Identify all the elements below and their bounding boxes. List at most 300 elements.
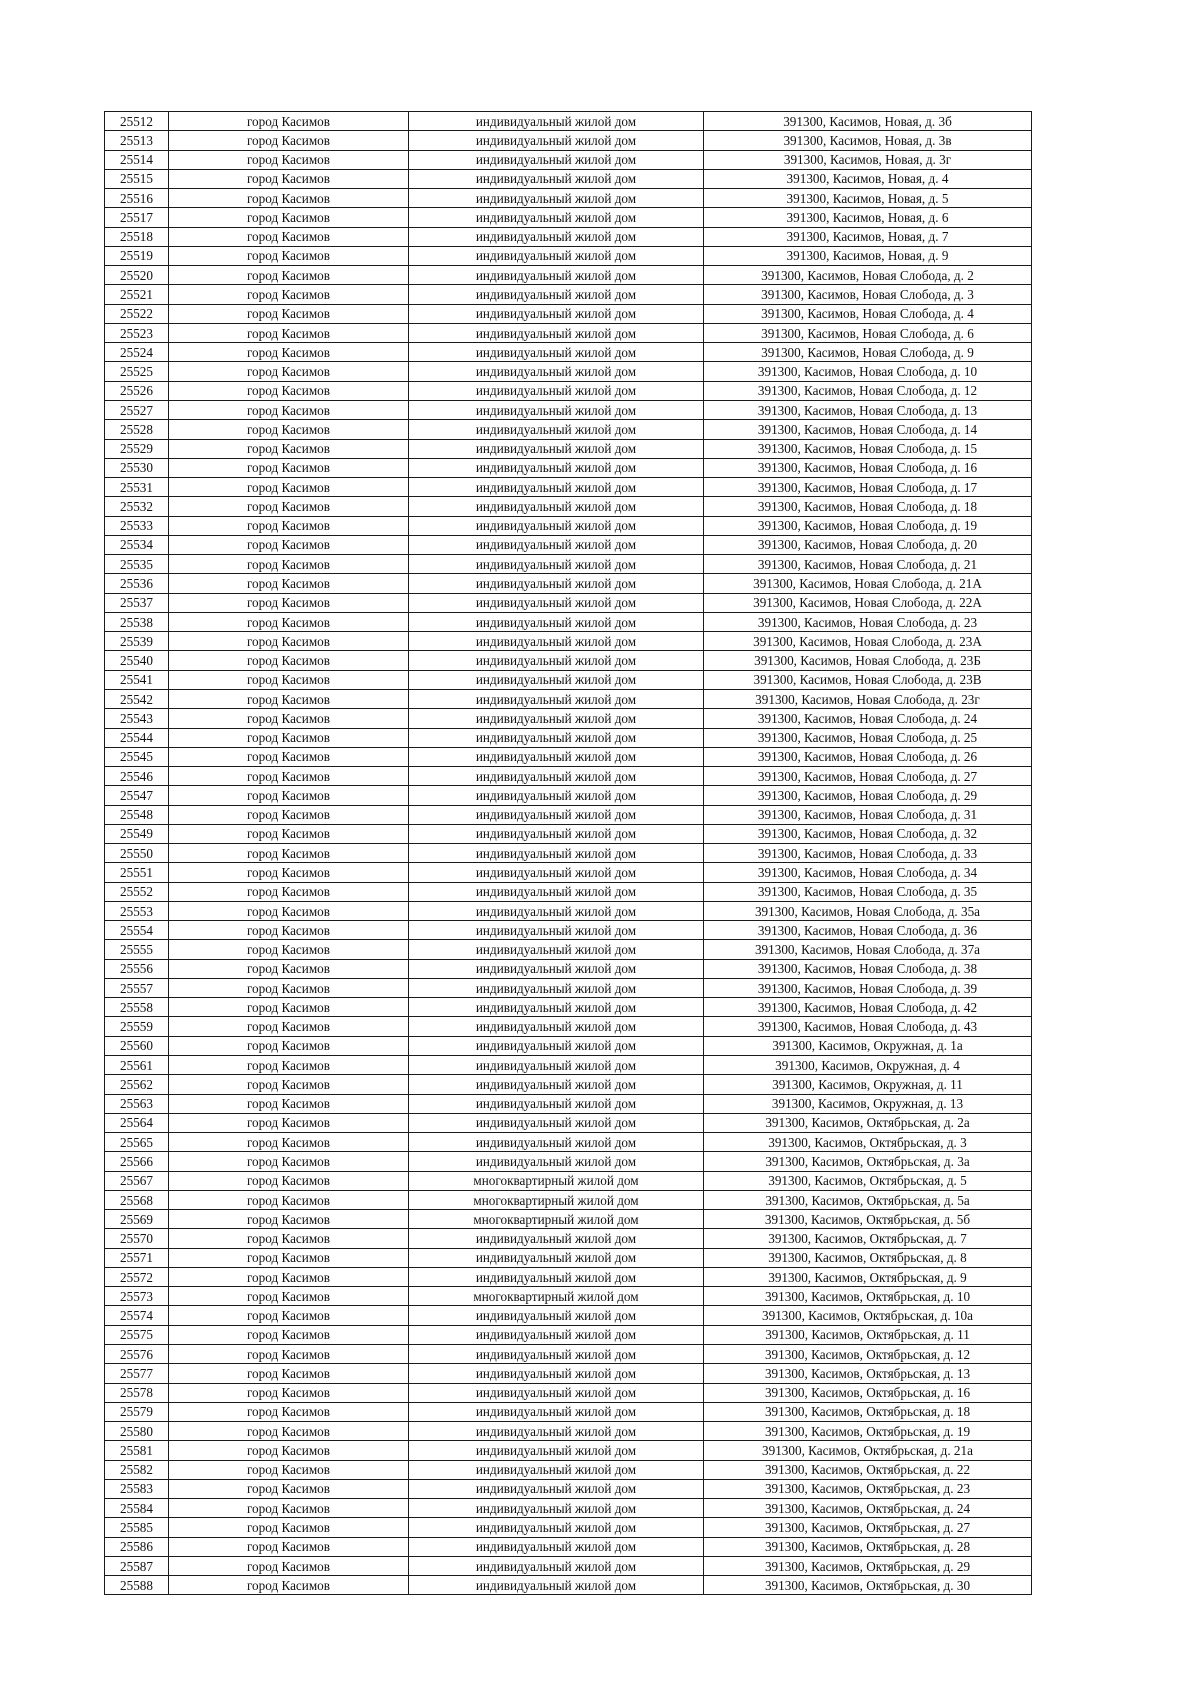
- city-cell: город Касимов: [169, 304, 409, 323]
- address-cell: 391300, Касимов, Новая, д. 9: [704, 246, 1032, 265]
- city-cell: город Касимов: [169, 246, 409, 265]
- building-type-cell: индивидуальный жилой дом: [409, 1248, 704, 1267]
- table-row: [105, 1576, 1032, 1595]
- city-cell: город Касимов: [169, 227, 409, 246]
- table-row: [105, 112, 1032, 131]
- table-row: [105, 150, 1032, 169]
- city-cell: город Касимов: [169, 805, 409, 824]
- table-row: [105, 555, 1032, 574]
- row-number-cell: 25552: [105, 882, 169, 901]
- table-row: [105, 593, 1032, 612]
- row-number-cell: 25531: [105, 478, 169, 497]
- row-number-cell: 25530: [105, 458, 169, 477]
- row-number-cell: 25536: [105, 574, 169, 593]
- row-number-cell: 25584: [105, 1499, 169, 1518]
- table-row: [105, 786, 1032, 805]
- row-number-cell: 25512: [105, 112, 169, 131]
- address-cell: 391300, Касимов, Октябрьская, д. 3а: [704, 1152, 1032, 1171]
- building-type-cell: многоквартирный жилой дом: [409, 1190, 704, 1209]
- row-number-cell: 25547: [105, 786, 169, 805]
- city-cell: город Касимов: [169, 400, 409, 419]
- city-cell: город Касимов: [169, 1306, 409, 1325]
- address-cell: 391300, Касимов, Новая Слобода, д. 10: [704, 362, 1032, 381]
- address-cell: 391300, Касимов, Новая, д. 6: [704, 208, 1032, 227]
- building-type-cell: индивидуальный жилой дом: [409, 921, 704, 940]
- city-cell: город Касимов: [169, 1441, 409, 1460]
- city-cell: город Касимов: [169, 1537, 409, 1556]
- row-number-cell: 25564: [105, 1113, 169, 1132]
- row-number-cell: 25545: [105, 747, 169, 766]
- table-row: [105, 169, 1032, 188]
- building-type-cell: индивидуальный жилой дом: [409, 844, 704, 863]
- table-row: [105, 1518, 1032, 1537]
- city-cell: город Касимов: [169, 1325, 409, 1344]
- address-cell: 391300, Касимов, Новая Слобода, д. 36: [704, 921, 1032, 940]
- city-cell: город Касимов: [169, 1556, 409, 1575]
- city-cell: город Касимов: [169, 1171, 409, 1190]
- city-cell: город Касимов: [169, 497, 409, 516]
- city-cell: город Касимов: [169, 998, 409, 1017]
- row-number-cell: 25520: [105, 266, 169, 285]
- address-cell: 391300, Касимов, Октябрьская, д. 13: [704, 1364, 1032, 1383]
- building-type-cell: индивидуальный жилой дом: [409, 246, 704, 265]
- building-type-cell: индивидуальный жилой дом: [409, 227, 704, 246]
- table-row: [105, 1345, 1032, 1364]
- table-row: [105, 709, 1032, 728]
- city-cell: город Касимов: [169, 1017, 409, 1036]
- row-number-cell: 25571: [105, 1248, 169, 1267]
- building-type-cell: индивидуальный жилой дом: [409, 1267, 704, 1286]
- table-row: [105, 1383, 1032, 1402]
- table-row: [105, 728, 1032, 747]
- row-number-cell: 25534: [105, 535, 169, 554]
- row-number-cell: 25582: [105, 1460, 169, 1479]
- row-number-cell: 25551: [105, 863, 169, 882]
- city-cell: город Касимов: [169, 516, 409, 535]
- building-type-cell: индивидуальный жилой дом: [409, 131, 704, 150]
- table-row: [105, 1364, 1032, 1383]
- city-cell: город Касимов: [169, 670, 409, 689]
- city-cell: город Касимов: [169, 1499, 409, 1518]
- address-cell: 391300, Касимов, Новая Слобода, д. 38: [704, 959, 1032, 978]
- city-cell: город Касимов: [169, 1075, 409, 1094]
- building-type-cell: индивидуальный жилой дом: [409, 593, 704, 612]
- building-type-cell: индивидуальный жилой дом: [409, 998, 704, 1017]
- table-row: [105, 940, 1032, 959]
- row-number-cell: 25566: [105, 1152, 169, 1171]
- housing-register-table: [104, 111, 1032, 1595]
- address-cell: 391300, Касимов, Новая Слобода, д. 24: [704, 709, 1032, 728]
- table-row: [105, 381, 1032, 400]
- row-number-cell: 25532: [105, 497, 169, 516]
- table-row: [105, 1036, 1032, 1055]
- building-type-cell: индивидуальный жилой дом: [409, 1460, 704, 1479]
- building-type-cell: индивидуальный жилой дом: [409, 208, 704, 227]
- building-type-cell: индивидуальный жилой дом: [409, 1441, 704, 1460]
- address-cell: 391300, Касимов, Новая Слобода, д. 13: [704, 400, 1032, 419]
- building-type-cell: индивидуальный жилой дом: [409, 863, 704, 882]
- table-row: [105, 535, 1032, 554]
- city-cell: город Касимов: [169, 1094, 409, 1113]
- table-row: [105, 1402, 1032, 1421]
- table-row: [105, 1017, 1032, 1036]
- table-row: [105, 304, 1032, 323]
- building-type-cell: индивидуальный жилой дом: [409, 1017, 704, 1036]
- building-type-cell: индивидуальный жилой дом: [409, 189, 704, 208]
- city-cell: город Касимов: [169, 1364, 409, 1383]
- city-cell: город Касимов: [169, 824, 409, 843]
- address-cell: 391300, Касимов, Новая Слобода, д. 25: [704, 728, 1032, 747]
- address-cell: 391300, Касимов, Новая Слобода, д. 23Б: [704, 651, 1032, 670]
- table-row: [105, 420, 1032, 439]
- building-type-cell: индивидуальный жилой дом: [409, 285, 704, 304]
- address-cell: 391300, Касимов, Новая Слобода, д. 27: [704, 767, 1032, 786]
- address-cell: 391300, Касимов, Октябрьская, д. 23: [704, 1479, 1032, 1498]
- city-cell: город Касимов: [169, 343, 409, 362]
- building-type-cell: индивидуальный жилой дом: [409, 1094, 704, 1113]
- table-row: [105, 1422, 1032, 1441]
- building-type-cell: индивидуальный жилой дом: [409, 362, 704, 381]
- row-number-cell: 25548: [105, 805, 169, 824]
- building-type-cell: индивидуальный жилой дом: [409, 1056, 704, 1075]
- address-cell: 391300, Касимов, Новая Слобода, д. 31: [704, 805, 1032, 824]
- building-type-cell: индивидуальный жилой дом: [409, 1383, 704, 1402]
- city-cell: город Касимов: [169, 1402, 409, 1421]
- table-row: [105, 747, 1032, 766]
- row-number-cell: 25576: [105, 1345, 169, 1364]
- row-number-cell: 25518: [105, 227, 169, 246]
- building-type-cell: индивидуальный жилой дом: [409, 1518, 704, 1537]
- building-type-cell: индивидуальный жилой дом: [409, 112, 704, 131]
- address-cell: 391300, Касимов, Новая Слобода, д. 9: [704, 343, 1032, 362]
- row-number-cell: 25523: [105, 323, 169, 342]
- address-cell: 391300, Касимов, Новая Слобода, д. 39: [704, 978, 1032, 997]
- building-type-cell: индивидуальный жилой дом: [409, 1113, 704, 1132]
- address-cell: 391300, Касимов, Октябрьская, д. 28: [704, 1537, 1032, 1556]
- city-cell: город Касимов: [169, 1248, 409, 1267]
- address-cell: 391300, Касимов, Новая Слобода, д. 19: [704, 516, 1032, 535]
- building-type-cell: индивидуальный жилой дом: [409, 497, 704, 516]
- row-number-cell: 25567: [105, 1171, 169, 1190]
- building-type-cell: индивидуальный жилой дом: [409, 439, 704, 458]
- address-cell: 391300, Касимов, Новая, д. 4: [704, 169, 1032, 188]
- city-cell: город Касимов: [169, 189, 409, 208]
- building-type-cell: индивидуальный жилой дом: [409, 709, 704, 728]
- city-cell: город Касимов: [169, 112, 409, 131]
- building-type-cell: индивидуальный жилой дом: [409, 978, 704, 997]
- building-type-cell: индивидуальный жилой дом: [409, 632, 704, 651]
- table-row: [105, 208, 1032, 227]
- city-cell: город Касимов: [169, 632, 409, 651]
- address-cell: 391300, Касимов, Новая Слобода, д. 21А: [704, 574, 1032, 593]
- row-number-cell: 25565: [105, 1133, 169, 1152]
- city-cell: город Касимов: [169, 439, 409, 458]
- city-cell: город Касимов: [169, 285, 409, 304]
- table-row: [105, 1190, 1032, 1209]
- table-row: [105, 497, 1032, 516]
- building-type-cell: индивидуальный жилой дом: [409, 150, 704, 169]
- table-row: [105, 651, 1032, 670]
- building-type-cell: индивидуальный жилой дом: [409, 1402, 704, 1421]
- table-row: [105, 1075, 1032, 1094]
- address-cell: 391300, Касимов, Окружная, д. 1а: [704, 1036, 1032, 1055]
- address-cell: 391300, Касимов, Новая Слобода, д. 29: [704, 786, 1032, 805]
- address-cell: 391300, Касимов, Новая Слобода, д. 20: [704, 535, 1032, 554]
- city-cell: город Касимов: [169, 728, 409, 747]
- table-row: [105, 400, 1032, 419]
- table-row: [105, 1441, 1032, 1460]
- address-cell: 391300, Касимов, Новая Слобода, д. 35а: [704, 901, 1032, 920]
- building-type-cell: индивидуальный жилой дом: [409, 670, 704, 689]
- address-cell: 391300, Касимов, Октябрьская, д. 9: [704, 1267, 1032, 1286]
- city-cell: город Касимов: [169, 689, 409, 708]
- building-type-cell: индивидуальный жилой дом: [409, 767, 704, 786]
- building-type-cell: индивидуальный жилой дом: [409, 1422, 704, 1441]
- building-type-cell: многоквартирный жилой дом: [409, 1210, 704, 1229]
- row-number-cell: 25529: [105, 439, 169, 458]
- city-cell: город Касимов: [169, 420, 409, 439]
- city-cell: город Касимов: [169, 1267, 409, 1286]
- address-cell: 391300, Касимов, Новая, д. 3в: [704, 131, 1032, 150]
- city-cell: город Касимов: [169, 1383, 409, 1402]
- address-cell: 391300, Касимов, Окружная, д. 11: [704, 1075, 1032, 1094]
- building-type-cell: индивидуальный жилой дом: [409, 574, 704, 593]
- row-number-cell: 25513: [105, 131, 169, 150]
- city-cell: город Касимов: [169, 1479, 409, 1498]
- table-row: [105, 439, 1032, 458]
- address-cell: 391300, Касимов, Октябрьская, д. 24: [704, 1499, 1032, 1518]
- city-cell: город Касимов: [169, 786, 409, 805]
- row-number-cell: 25515: [105, 169, 169, 188]
- address-cell: 391300, Касимов, Октябрьская, д. 22: [704, 1460, 1032, 1479]
- table-row: [105, 844, 1032, 863]
- table-row: [105, 901, 1032, 920]
- table-row: [105, 1133, 1032, 1152]
- row-number-cell: 25580: [105, 1422, 169, 1441]
- building-type-cell: индивидуальный жилой дом: [409, 786, 704, 805]
- address-cell: 391300, Касимов, Новая Слобода, д. 42: [704, 998, 1032, 1017]
- row-number-cell: 25533: [105, 516, 169, 535]
- row-number-cell: 25562: [105, 1075, 169, 1094]
- building-type-cell: индивидуальный жилой дом: [409, 266, 704, 285]
- address-cell: 391300, Касимов, Новая Слобода, д. 23А: [704, 632, 1032, 651]
- building-type-cell: индивидуальный жилой дом: [409, 400, 704, 419]
- address-cell: 391300, Касимов, Октябрьская, д. 5б: [704, 1210, 1032, 1229]
- building-type-cell: индивидуальный жилой дом: [409, 555, 704, 574]
- table-row: [105, 1325, 1032, 1344]
- address-cell: 391300, Касимов, Новая Слобода, д. 18: [704, 497, 1032, 516]
- address-cell: 391300, Касимов, Новая Слобода, д. 12: [704, 381, 1032, 400]
- city-cell: город Касимов: [169, 1576, 409, 1595]
- city-cell: город Касимов: [169, 478, 409, 497]
- address-cell: 391300, Касимов, Октябрьская, д. 19: [704, 1422, 1032, 1441]
- row-number-cell: 25517: [105, 208, 169, 227]
- city-cell: город Касимов: [169, 1345, 409, 1364]
- table-row: [105, 1094, 1032, 1113]
- table-row: [105, 689, 1032, 708]
- row-number-cell: 25528: [105, 420, 169, 439]
- row-number-cell: 25524: [105, 343, 169, 362]
- city-cell: город Касимов: [169, 747, 409, 766]
- address-cell: 391300, Касимов, Новая Слобода, д. 37а: [704, 940, 1032, 959]
- city-cell: город Касимов: [169, 1036, 409, 1055]
- building-type-cell: многоквартирный жилой дом: [409, 1287, 704, 1306]
- row-number-cell: 25539: [105, 632, 169, 651]
- row-number-cell: 25570: [105, 1229, 169, 1248]
- building-type-cell: индивидуальный жилой дом: [409, 343, 704, 362]
- city-cell: город Касимов: [169, 844, 409, 863]
- address-cell: 391300, Касимов, Октябрьская, д. 11: [704, 1325, 1032, 1344]
- row-number-cell: 25563: [105, 1094, 169, 1113]
- row-number-cell: 25572: [105, 1267, 169, 1286]
- address-cell: 391300, Касимов, Новая Слобода, д. 23г: [704, 689, 1032, 708]
- city-cell: город Касимов: [169, 131, 409, 150]
- building-type-cell: индивидуальный жилой дом: [409, 1479, 704, 1498]
- table-row: [105, 1210, 1032, 1229]
- building-type-cell: индивидуальный жилой дом: [409, 458, 704, 477]
- building-type-cell: индивидуальный жилой дом: [409, 169, 704, 188]
- city-cell: город Касимов: [169, 1133, 409, 1152]
- row-number-cell: 25578: [105, 1383, 169, 1402]
- city-cell: город Касимов: [169, 1113, 409, 1132]
- address-cell: 391300, Касимов, Новая Слобода, д. 2: [704, 266, 1032, 285]
- city-cell: город Касимов: [169, 921, 409, 940]
- table-row: [105, 1113, 1032, 1132]
- table-row: [105, 1306, 1032, 1325]
- city-cell: город Касимов: [169, 593, 409, 612]
- table-row: [105, 612, 1032, 631]
- table-row: [105, 1229, 1032, 1248]
- table-row: [105, 1537, 1032, 1556]
- address-cell: 391300, Касимов, Новая, д. 7: [704, 227, 1032, 246]
- address-cell: 391300, Касимов, Новая Слобода, д. 26: [704, 747, 1032, 766]
- table-row: [105, 516, 1032, 535]
- row-number-cell: 25521: [105, 285, 169, 304]
- city-cell: город Касимов: [169, 555, 409, 574]
- table-row: [105, 1152, 1032, 1171]
- table-body: [105, 112, 1032, 1595]
- city-cell: город Касимов: [169, 266, 409, 285]
- city-cell: город Касимов: [169, 709, 409, 728]
- row-number-cell: 25574: [105, 1306, 169, 1325]
- table-row: [105, 362, 1032, 381]
- building-type-cell: индивидуальный жилой дом: [409, 1036, 704, 1055]
- city-cell: город Касимов: [169, 959, 409, 978]
- city-cell: город Касимов: [169, 362, 409, 381]
- table-row: [105, 285, 1032, 304]
- address-cell: 391300, Касимов, Новая Слобода, д. 33: [704, 844, 1032, 863]
- address-cell: 391300, Касимов, Октябрьская, д. 8: [704, 1248, 1032, 1267]
- address-cell: 391300, Касимов, Октябрьская, д. 7: [704, 1229, 1032, 1248]
- address-cell: 391300, Касимов, Новая Слобода, д. 6: [704, 323, 1032, 342]
- address-cell: 391300, Касимов, Октябрьская, д. 3: [704, 1133, 1032, 1152]
- address-cell: 391300, Касимов, Новая Слобода, д. 14: [704, 420, 1032, 439]
- building-type-cell: индивидуальный жилой дом: [409, 1306, 704, 1325]
- row-number-cell: 25557: [105, 978, 169, 997]
- address-cell: 391300, Касимов, Октябрьская, д. 5: [704, 1171, 1032, 1190]
- row-number-cell: 25579: [105, 1402, 169, 1421]
- row-number-cell: 25569: [105, 1210, 169, 1229]
- table-row: [105, 1248, 1032, 1267]
- address-cell: 391300, Касимов, Окружная, д. 13: [704, 1094, 1032, 1113]
- building-type-cell: индивидуальный жилой дом: [409, 1325, 704, 1344]
- building-type-cell: индивидуальный жилой дом: [409, 689, 704, 708]
- row-number-cell: 25583: [105, 1479, 169, 1498]
- building-type-cell: индивидуальный жилой дом: [409, 824, 704, 843]
- building-type-cell: индивидуальный жилой дом: [409, 1556, 704, 1575]
- table-row: [105, 478, 1032, 497]
- table-row: [105, 1460, 1032, 1479]
- address-cell: 391300, Касимов, Новая Слобода, д. 43: [704, 1017, 1032, 1036]
- city-cell: город Касимов: [169, 208, 409, 227]
- table-row: [105, 921, 1032, 940]
- row-number-cell: 25586: [105, 1537, 169, 1556]
- city-cell: город Касимов: [169, 1190, 409, 1209]
- table-row: [105, 882, 1032, 901]
- row-number-cell: 25541: [105, 670, 169, 689]
- city-cell: город Касимов: [169, 323, 409, 342]
- building-type-cell: индивидуальный жилой дом: [409, 747, 704, 766]
- table-row: [105, 998, 1032, 1017]
- building-type-cell: индивидуальный жилой дом: [409, 304, 704, 323]
- address-cell: 391300, Касимов, Новая Слобода, д. 4: [704, 304, 1032, 323]
- building-type-cell: индивидуальный жилой дом: [409, 1499, 704, 1518]
- row-number-cell: 25553: [105, 901, 169, 920]
- row-number-cell: 25546: [105, 767, 169, 786]
- address-cell: 391300, Касимов, Новая Слобода, д. 34: [704, 863, 1032, 882]
- table-row: [105, 1171, 1032, 1190]
- address-cell: 391300, Касимов, Октябрьская, д. 2а: [704, 1113, 1032, 1132]
- row-number-cell: 25554: [105, 921, 169, 940]
- row-number-cell: 25555: [105, 940, 169, 959]
- building-type-cell: индивидуальный жилой дом: [409, 651, 704, 670]
- building-type-cell: индивидуальный жилой дом: [409, 1345, 704, 1364]
- city-cell: город Касимов: [169, 535, 409, 554]
- table-row: [105, 632, 1032, 651]
- building-type-cell: индивидуальный жилой дом: [409, 1133, 704, 1152]
- city-cell: город Касимов: [169, 1210, 409, 1229]
- row-number-cell: 25543: [105, 709, 169, 728]
- address-cell: 391300, Касимов, Октябрьская, д. 5а: [704, 1190, 1032, 1209]
- row-number-cell: 25561: [105, 1056, 169, 1075]
- address-cell: 391300, Касимов, Новая, д. 3г: [704, 150, 1032, 169]
- address-cell: 391300, Касимов, Октябрьская, д. 27: [704, 1518, 1032, 1537]
- address-cell: 391300, Касимов, Октябрьская, д. 12: [704, 1345, 1032, 1364]
- city-cell: город Касимов: [169, 169, 409, 188]
- address-cell: 391300, Касимов, Октябрьская, д. 16: [704, 1383, 1032, 1402]
- table-row: [105, 343, 1032, 362]
- address-cell: 391300, Касимов, Октябрьская, д. 21а: [704, 1441, 1032, 1460]
- building-type-cell: индивидуальный жилой дом: [409, 940, 704, 959]
- table-row: [105, 1499, 1032, 1518]
- address-cell: 391300, Касимов, Новая Слобода, д. 23: [704, 612, 1032, 631]
- building-type-cell: индивидуальный жилой дом: [409, 1537, 704, 1556]
- address-cell: 391300, Касимов, Новая Слобода, д. 15: [704, 439, 1032, 458]
- city-cell: город Касимов: [169, 150, 409, 169]
- address-cell: 391300, Касимов, Октябрьская, д. 10а: [704, 1306, 1032, 1325]
- address-cell: 391300, Касимов, Новая Слобода, д. 16: [704, 458, 1032, 477]
- address-cell: 391300, Касимов, Новая Слобода, д. 22А: [704, 593, 1032, 612]
- row-number-cell: 25542: [105, 689, 169, 708]
- table-row: [105, 227, 1032, 246]
- city-cell: город Касимов: [169, 1056, 409, 1075]
- table-row: [105, 574, 1032, 593]
- building-type-cell: индивидуальный жилой дом: [409, 420, 704, 439]
- building-type-cell: индивидуальный жилой дом: [409, 535, 704, 554]
- building-type-cell: индивидуальный жилой дом: [409, 882, 704, 901]
- table-row: [105, 246, 1032, 265]
- city-cell: город Касимов: [169, 612, 409, 631]
